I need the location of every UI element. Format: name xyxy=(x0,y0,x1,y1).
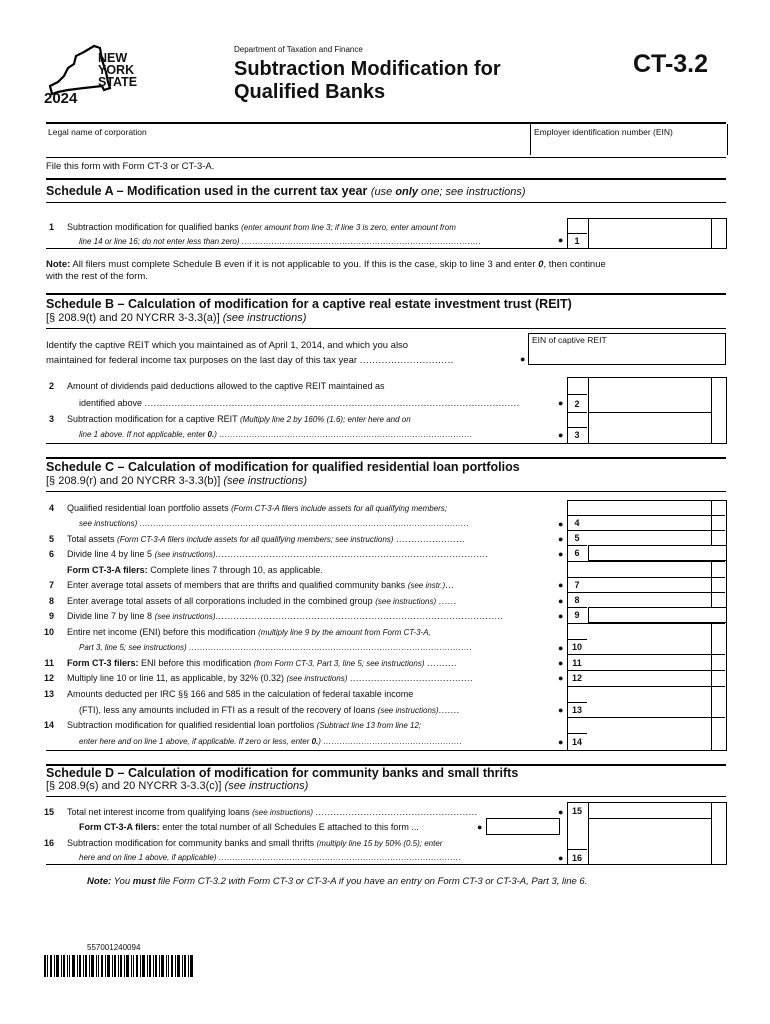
footer-note-pre: You xyxy=(113,876,131,887)
line-2-bullet: ● xyxy=(558,398,564,408)
line-7-label: Enter average total assets of members that are thrifts and qualified community banks xyxy=(67,580,406,590)
line-16-note: (multiply line 15 by 50% (0.5); enter xyxy=(316,839,443,848)
form-title xyxy=(234,58,501,104)
ct3a-filers-label: Form CT-3-A filers: xyxy=(67,565,148,575)
identify-bullet: ● xyxy=(520,354,526,364)
line-13-bullet: ● xyxy=(558,705,564,715)
schedule-d-title: Schedule D – Calculation of modification for community banks and small thrifts xyxy=(46,766,519,780)
sep-ct3a xyxy=(567,577,725,578)
state-line-1: NEW xyxy=(98,51,128,65)
schedule-b-title: Schedule B – Calculation of modification for a captive real estate investment trust (REIT) xyxy=(46,297,572,311)
sep-5 xyxy=(567,545,587,546)
line-15-note: (see instructions) xyxy=(252,808,314,817)
line-12-box-label: 12 xyxy=(571,673,582,683)
schedule-a-note xyxy=(46,259,726,283)
footer-note-must: must xyxy=(132,876,156,887)
schedule-b-subtitle xyxy=(46,312,306,324)
sep-8 xyxy=(567,607,587,608)
state-line-2: YORK xyxy=(98,63,135,77)
schedule-a-rule xyxy=(46,178,726,180)
line-2-text-2: identified above ............................................................................................................................. xyxy=(79,398,520,408)
line-3-label: Subtraction modification for a captive REIT xyxy=(67,414,238,424)
line-16-number: 16 xyxy=(43,838,54,848)
note-bold: only xyxy=(395,186,418,198)
schedule-a-title xyxy=(46,184,526,198)
line-10-note-2-text: Part 3, line 5; see instructions) xyxy=(79,643,187,652)
line-10-number: 10 xyxy=(43,627,54,637)
line-11-box-label: 11 xyxy=(572,658,582,668)
line-14-text xyxy=(67,720,421,730)
line-4-bullet: ● xyxy=(558,519,564,529)
identify-reit-line-2-text: maintained for federal income tax purposes on the last day of this tax year xyxy=(46,355,358,366)
line-3-zero: 0. xyxy=(207,430,215,439)
line-2-text-2-label: identified above xyxy=(79,398,143,408)
line-1-box-label: 1 xyxy=(574,236,580,246)
line-6-bullet: ● xyxy=(558,549,564,559)
sep-4-top xyxy=(567,515,725,516)
schedule-c-subtitle-note: (see instructions) xyxy=(223,475,308,487)
line-2-box-label: 2 xyxy=(574,399,580,409)
line-13-text-2-label: (FTI), less any amounts included in FTI as a result of the recovery of loans xyxy=(79,705,376,715)
ein-label: Employer identification number (EIN) xyxy=(534,127,673,137)
identify-reit-line-1: Identify the captive REIT which you maintained as of April 1, 2014, and which you also xyxy=(46,340,409,351)
line-11-label: ENI before this modification xyxy=(141,658,252,668)
line-14-zero: 0. xyxy=(311,737,319,746)
line-9-text: Divide line 7 by line 8 (see instructions)................................................................................................ xyxy=(67,611,504,621)
line-15-amount-field[interactable] xyxy=(588,802,712,819)
line-10-text xyxy=(67,627,431,637)
line-14-rule xyxy=(46,750,726,751)
line-13-text-2: (FTI), less any amounts included in FTI as a result of the recovery of loans (see instructions)....... xyxy=(79,705,460,715)
line-9-box-label: 9 xyxy=(574,610,580,620)
line-3-note-2-text: line 1 above. If not applicable, enter xyxy=(79,430,206,439)
schedules-e-bullet: ● xyxy=(477,822,483,832)
note-label: Note: xyxy=(46,259,71,270)
line-14-note: (Subtract line 13 from line 12; xyxy=(316,721,422,730)
ein-captive-reit-field[interactable] xyxy=(528,333,726,365)
schedule-d-subtitle xyxy=(46,780,308,792)
schedule-c-subtitle-text: [§ 208.9(r) and 20 NYCRR 3-3.3(b)] xyxy=(46,475,221,487)
form-number: CT-3.2 xyxy=(633,50,709,78)
line-8-note: (see instructions) xyxy=(375,597,437,606)
line-6-box-label: 6 xyxy=(574,548,580,558)
line-6-number: 6 xyxy=(48,549,54,559)
line-3-close: ) xyxy=(214,430,217,439)
line-5-label: Total assets xyxy=(67,534,115,544)
schedule-c-title-rule xyxy=(46,491,726,492)
ein-field[interactable] xyxy=(530,124,728,155)
line-16-note-2-text: here and on line 1 above, if applicable) xyxy=(79,853,217,862)
schedule-a-title-note xyxy=(371,186,526,198)
ct3a-count-label: Form CT-3-A filers: xyxy=(79,822,160,832)
line-9-label: Divide line 7 by line 8 xyxy=(67,611,153,621)
sep-10-top xyxy=(567,639,587,640)
form-year: 2024 xyxy=(44,90,78,107)
schedule-d-title-rule xyxy=(46,796,726,797)
sep-13-top xyxy=(567,702,587,703)
line-16-text xyxy=(67,838,442,848)
sep-6 xyxy=(567,561,725,562)
line-12-label: Multiply line 10 or line 11, as applicable, by 32% (0.32) xyxy=(67,673,284,683)
line-5-bullet: ● xyxy=(558,534,564,544)
line-6-text: Divide line 4 by line 5 (see instructions)........................................................................................... xyxy=(67,549,489,559)
line-3-rule xyxy=(46,443,726,444)
sep-13 xyxy=(567,717,725,718)
line-15-number: 15 xyxy=(43,807,54,817)
line-1-rule xyxy=(46,248,726,249)
line-16-label: Subtraction modification for community banks and small thrifts xyxy=(67,838,315,848)
line-1-note: (enter amount from line 3; if line 3 is zero, enter amount from xyxy=(241,223,456,232)
line-7-text: Enter average total assets of members that are thrifts and qualified community banks (see instr.)... xyxy=(67,580,455,590)
line-12-text: Multiply line 10 or line 11, as applicable, by 32% (0.32) (see instructions) ......................................... xyxy=(67,673,473,683)
line-5-box-label: 5 xyxy=(574,533,580,543)
line-6-note: (see instructions) xyxy=(154,550,216,559)
line-3-bullet: ● xyxy=(558,430,564,440)
sep-12 xyxy=(567,686,725,687)
form-title-line-1: Subtraction Modification for xyxy=(234,58,501,80)
line-4-note: (Form CT-3-A filers include assets for all qualifying members; xyxy=(231,504,448,513)
ein-captive-reit-label: EIN of captive REIT xyxy=(532,335,607,345)
schedules-e-count-text xyxy=(79,822,419,832)
state-wordmark xyxy=(98,52,137,88)
line-1-text xyxy=(67,222,456,232)
line-13-box-label: 13 xyxy=(571,705,582,715)
line-12-bullet: ● xyxy=(558,673,564,683)
schedule-b-title-rule xyxy=(46,328,726,329)
ct3a-filers-note: Complete lines 7 through 10, as applicable. xyxy=(150,565,323,575)
note-zero: 0 xyxy=(538,259,544,270)
ct3a-count-text: enter the total number of all Schedules E attached to this form ... xyxy=(162,822,419,832)
line-1-note-2: line 14 or line 16; do not enter less than zero) ........................................................................................ xyxy=(79,237,482,246)
schedule-a-title-text: Schedule A – Modification used in the current tax year xyxy=(46,184,368,198)
note-pre: (use xyxy=(370,186,396,198)
schedule-c-title: Schedule C – Calculation of modification for qualified residential loan portfolios xyxy=(46,460,520,474)
line-4-number: 4 xyxy=(48,503,54,513)
line-11-label-bold: Form CT-3 filers: xyxy=(67,658,139,668)
line-4-note-2: see instructions) ......................................................................................................................... xyxy=(79,519,469,528)
line-7-note: (see instr.) xyxy=(407,581,446,590)
line-1-label: Subtraction modification for qualified banks xyxy=(67,222,239,232)
line-1-amount-field[interactable] xyxy=(588,218,712,248)
line-3-number: 3 xyxy=(48,414,54,424)
line-5-text: Total assets (Form CT-3-A filers include assets for all qualifying members; see instructions) ....................... xyxy=(67,534,465,544)
line-15-label: Total net interest income from qualifying loans xyxy=(67,807,250,817)
department-name: Department of Taxation and Finance xyxy=(234,45,363,54)
note-text-2: , then continue xyxy=(543,259,606,270)
line-14-close: ) xyxy=(318,737,321,746)
footer-note-label: Note: xyxy=(87,876,112,887)
schedule-c-rule xyxy=(46,457,726,459)
line-13-note: (see instructions) xyxy=(377,706,439,715)
line-10-note-2: Part 3, line 5; see instructions) ........................................................................................................ xyxy=(79,643,472,652)
schedule-a-title-rule xyxy=(46,202,726,203)
line-16-bullet: ● xyxy=(558,853,564,863)
schedule-c-subtitle xyxy=(46,475,307,487)
file-with-instruction: File this form with Form CT-3 or CT-3-A. xyxy=(46,161,215,172)
state-line-3: STATE xyxy=(98,75,138,89)
line-1-note-2-text: line 14 or line 16; do not enter less than zero) xyxy=(79,237,240,246)
line-13-number: 13 xyxy=(43,689,54,699)
schedule-c-amount-column[interactable] xyxy=(588,500,711,750)
corp-name-label: Legal name of corporation xyxy=(48,127,147,137)
line-14-note-2: enter here and on line 1 above, if applicable. If zero or less, enter 0.) ................................................... xyxy=(79,737,463,746)
line-3-note: (Multiply line 2 by 160% (1.6); enter here and on xyxy=(239,415,411,424)
line-1-bullet: ● xyxy=(558,235,564,245)
footer-note-text: file Form CT-3.2 with Form CT-3 or CT-3-A if you have an entry on Form CT-3 or CT-3-A, Part 3, line 6. xyxy=(158,876,588,887)
corp-name-field[interactable] xyxy=(46,124,530,155)
line-9-number: 9 xyxy=(48,611,54,621)
line-10-label: Entire net income (ENI) before this modification xyxy=(67,627,256,637)
schedule-b-cents xyxy=(711,377,726,443)
line-15-bullet: ● xyxy=(558,807,564,817)
footer-note xyxy=(87,876,587,887)
line-6-label: Divide line 4 by line 5 xyxy=(67,549,153,559)
line-13-text: Amounts deducted per IRC §§ 166 and 585 in the calculation of federal taxable income xyxy=(67,689,414,699)
line-16-amount-field[interactable] xyxy=(588,818,712,864)
line-4-label: Qualified residential loan portfolio assets xyxy=(67,503,229,513)
line-1-number: 1 xyxy=(48,222,54,232)
line-2-amount-field[interactable] xyxy=(588,377,712,413)
line-2-text: Amount of dividends paid deductions allowed to the captive REIT maintained as xyxy=(67,381,385,391)
line-4-text xyxy=(67,503,447,513)
line-14-note-2-text: enter here and on line 1 above, if applicable. If zero or less, enter xyxy=(79,737,310,746)
sep-14-top xyxy=(567,733,587,734)
line-14-number: 14 xyxy=(43,720,54,730)
line-8-text: Enter average total assets of all corporations included in the combined group (see instructions) ...... xyxy=(67,596,457,606)
line-16-note-2: here and on line 1 above, if applicable) ......................................................................................... xyxy=(79,853,461,862)
note-post: one; see instructions) xyxy=(417,186,526,198)
line-12-note: (see instructions) xyxy=(286,674,348,683)
sep-10 xyxy=(567,654,725,655)
line-5-note: (Form CT-3-A filers include assets for all qualifying members; see instructions) xyxy=(117,535,394,544)
line-14-box-label: 14 xyxy=(571,737,582,747)
schedule-c-cents xyxy=(711,500,726,750)
line-9-bullet: ● xyxy=(558,611,564,621)
line-8-label: Enter average total assets of all corporations included in the combined group xyxy=(67,596,373,606)
line-11-bullet: ● xyxy=(558,658,564,668)
line-8-bullet: ● xyxy=(558,596,564,606)
line-10-note: (multiply line 9 by the amount from Form CT-3-A, xyxy=(258,628,431,637)
line-3-box-label: 3 xyxy=(574,430,580,440)
line-9-decimal-field[interactable] xyxy=(588,607,727,623)
schedule-d-subtitle-note: (see instructions) xyxy=(224,780,309,792)
line-3-text xyxy=(67,414,411,424)
line-16-box-label: 16 xyxy=(571,853,582,863)
line-1-cents xyxy=(711,218,726,248)
barcode-number: 557001240094 xyxy=(87,943,141,952)
line-16-box-top xyxy=(567,849,587,850)
schedule-d-subtitle-text: [§ 208.9(s) and 20 NYCRR 3-3.3(c)] xyxy=(46,780,222,792)
schedule-b-rule xyxy=(46,293,726,295)
line-4-note-2-text: see instructions) xyxy=(79,519,138,528)
form-title-line-2: Qualified Banks xyxy=(234,81,386,103)
line-4-box-label: 4 xyxy=(574,518,580,528)
line-7-number: 7 xyxy=(48,580,54,590)
sep-11 xyxy=(567,670,725,671)
line-3-amount-field[interactable] xyxy=(588,412,712,443)
line-2-number: 2 xyxy=(48,381,54,391)
line-10-box-label: 10 xyxy=(571,642,582,652)
barcode-image xyxy=(44,955,194,977)
line-14-bullet: ● xyxy=(558,737,564,747)
sep-7 xyxy=(567,592,725,593)
line-16-rule xyxy=(46,864,726,865)
ct3a-filers-instruction xyxy=(67,565,323,575)
line-15-text: Total net interest income from qualifying loans (see instructions) ...................................................... xyxy=(67,807,478,817)
line-12-number: 12 xyxy=(43,673,54,683)
line-11-number: 11 xyxy=(44,658,54,668)
line-9-note: (see instructions) xyxy=(154,612,216,621)
line-6-decimal-field[interactable] xyxy=(588,545,727,561)
note-text-3: with the rest of the form. xyxy=(46,271,148,282)
line-11-text: Form CT-3 filers: ENI before this modification (from Form CT-3, Part 3, line 5; see instructions) .......... xyxy=(67,658,458,668)
schedule-d-cents xyxy=(711,802,726,864)
line-7-bullet: ● xyxy=(558,580,564,590)
line-10-bullet: ● xyxy=(558,643,564,653)
line-5-number: 5 xyxy=(48,534,54,544)
note-text: All filers must complete Schedule B even if it is not applicable to you. If this is the case, skip to line 3 and enter xyxy=(72,259,536,270)
identify-reit-line-2: maintained for federal income tax purposes on the last day of this tax year .............................. xyxy=(46,355,454,366)
sep-9 xyxy=(567,623,725,624)
schedule-b-subtitle-text: [§ 208.9(t) and 20 NYCRR 3-3.3(a)] xyxy=(46,312,220,324)
line-8-number: 8 xyxy=(48,596,54,606)
line-8-box-label: 8 xyxy=(574,595,580,605)
schedules-e-count-field[interactable] xyxy=(486,818,560,835)
schedule-b-subtitle-note: (see instructions) xyxy=(222,312,307,324)
line-7-box-label: 7 xyxy=(574,580,580,590)
line-14-label: Subtraction modification for qualified residential loan portfolios xyxy=(67,720,315,730)
line-3-note-2: line 1 above. If not applicable, enter 0.) ............................................................................................. xyxy=(79,430,473,439)
line-11-note: (from Form CT-3, Part 3, line 5; see instructions) xyxy=(253,659,425,668)
sep-4 xyxy=(567,530,725,531)
line-15-box-label: 15 xyxy=(571,806,582,816)
